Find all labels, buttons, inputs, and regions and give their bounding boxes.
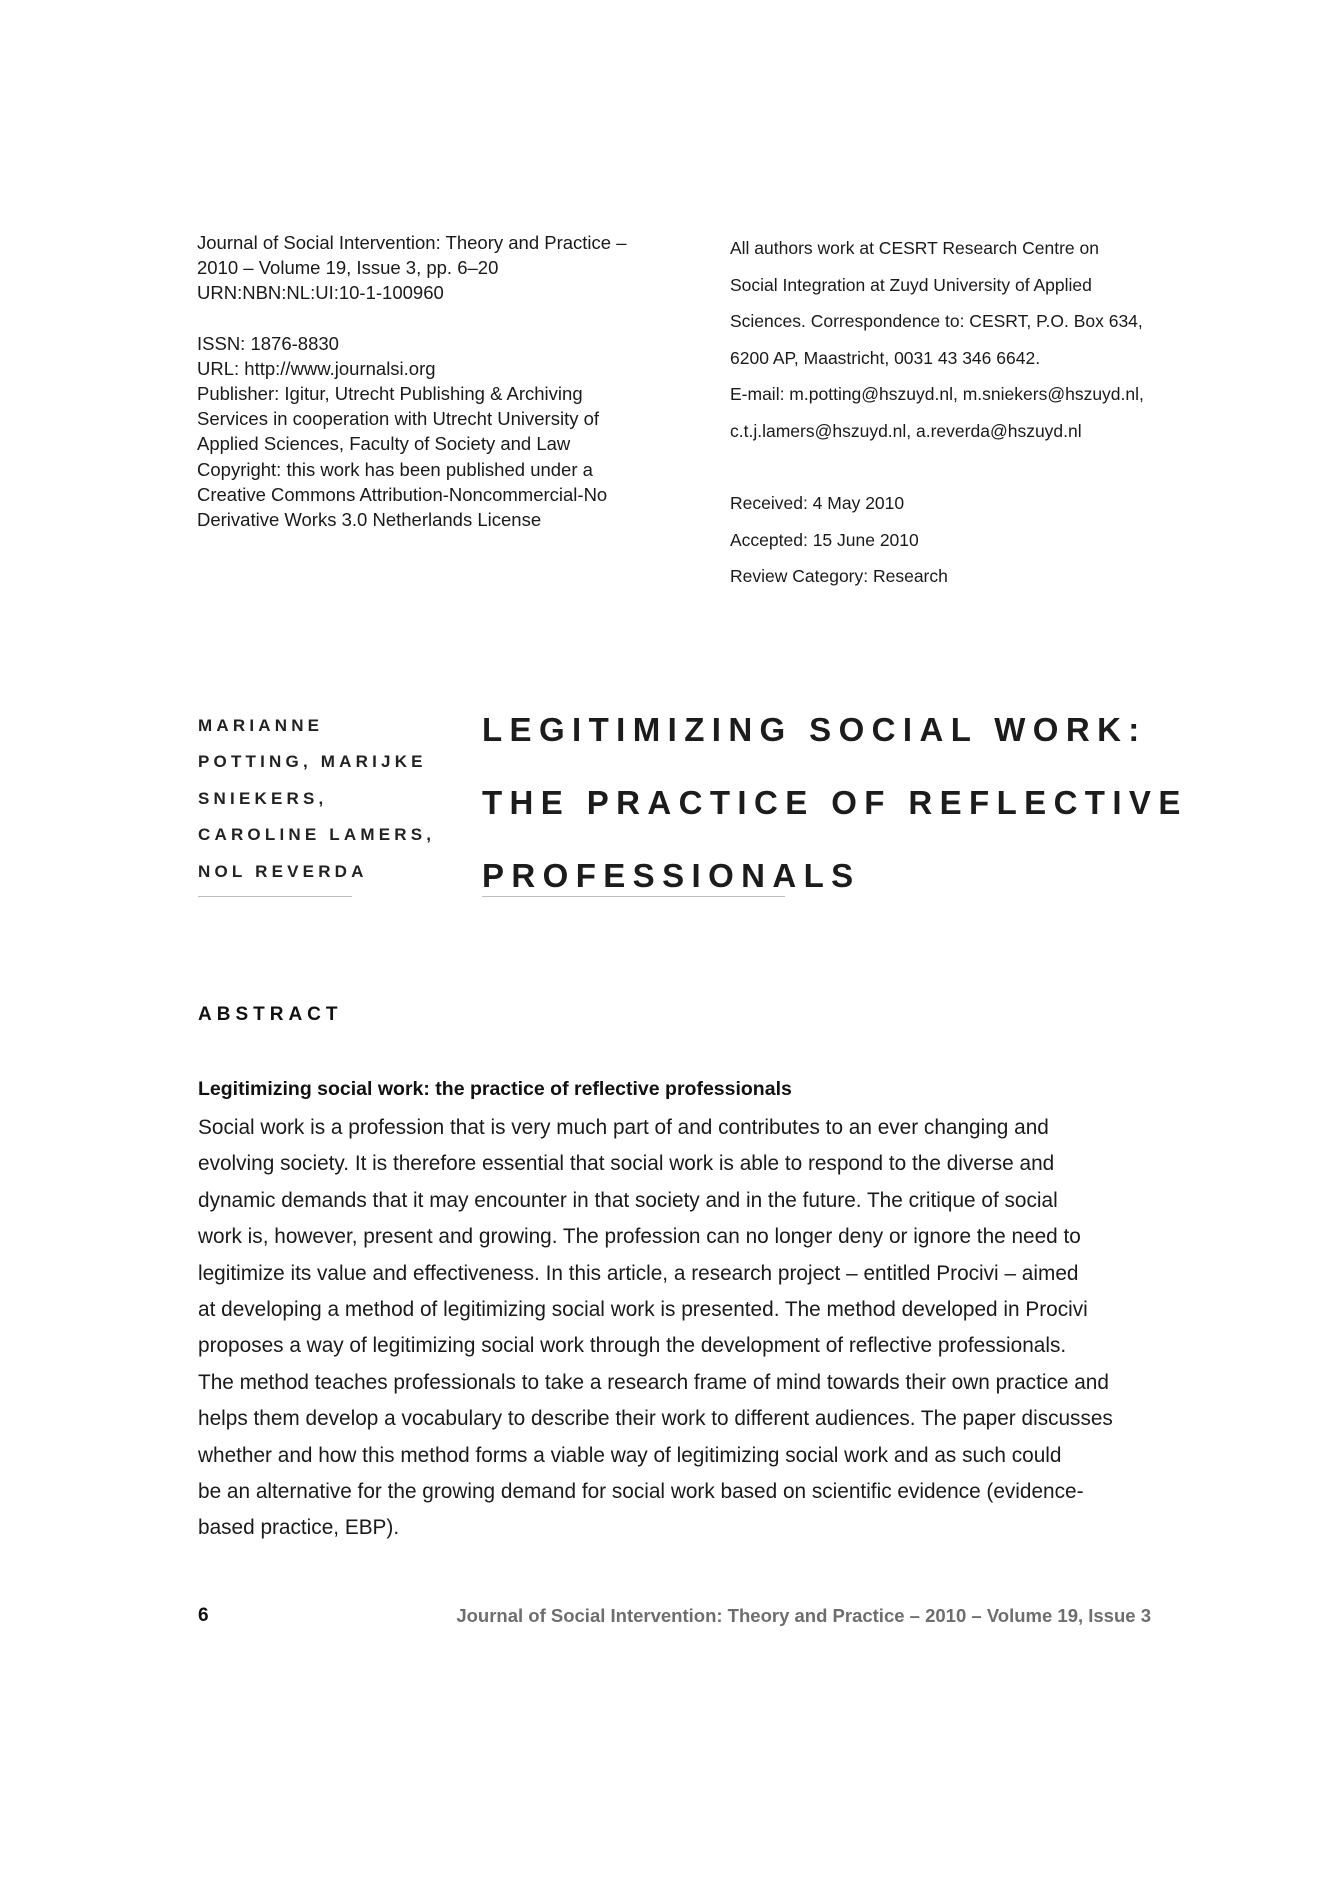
article-title [482,693,1188,912]
abstract-line: proposes a way of legitimizing social work through the development of reflective professionals. [198,1334,1067,1358]
abstract-line: helps them develop a vocabulary to describe their work to different audiences. The paper discusses [198,1407,1113,1431]
copyright-line: Creative Commons Attribution-Noncommercial-No [197,483,608,505]
page-number: 6 [198,1605,209,1626]
copyright-line: Derivative Works 3.0 Netherlands License [197,509,542,531]
abstract-line: based practice, EBP). [198,1516,400,1540]
journal-citation-line-1: Journal of Social Intervention: Theory and Practice – [197,232,627,253]
abstract-line: The method teaches professionals to take a research frame of mind towards their own practice and [198,1370,1109,1394]
title-divider [482,896,785,897]
review-category: Review Category: Research [730,566,948,586]
author-list [198,708,438,890]
affiliation-line: Social Integration at Zuyd University of Applied [730,274,1092,295]
abstract-line: at developing a method of legitimizing social work is presented. The method developed in Procivi [198,1298,1088,1322]
copyright-line: Copyright: this work has been published under a [197,458,593,480]
author-line: MARIANNE [198,716,324,735]
affiliation-line: 6200 AP, Maastricht, 0031 43 346 6642. [730,347,1041,368]
abstract-heading: ABSTRACT [198,1004,343,1025]
title-line: THE PRACTICE OF REFLECTIVE [482,784,1188,821]
abstract-line: whether and how this method forms a viable way of legitimizing social work and as such could [198,1443,1062,1467]
affiliation-line: Sciences. Correspondence to: CESRT, P.O. Box 634, [730,311,1143,331]
abstract-body [198,1110,1158,1547]
email-line[interactable]: E-mail: m.potting@hszuyd.nl, m.sniekers@hszuyd.nl, [730,384,1144,404]
urn: URN:NBN:NL:UI:10-1-100960 [197,282,444,304]
abstract-line: Social work is a profession that is very much part of and contributes to an ever changing and [198,1116,1049,1139]
abstract-subtitle: Legitimizing social work: the practice of reflective professionals [198,1078,792,1100]
title-line: PROFESSIONALS [482,857,861,894]
author-line: SNIEKERS, [198,788,328,808]
author-line: CAROLINE LAMERS, [198,825,436,845]
abstract-line: be an alternative for the growing demand for social work based on scientific evidence (evidence- [198,1480,1084,1504]
author-affiliation [730,230,1180,595]
abstract-line: legitimize its value and effectiveness. In this article, a research project – entitled Procivi – aimed [198,1261,1079,1285]
issn: ISSN: 1876-8830 [197,332,339,354]
journal-citation-line-2: 2010 – Volume 19, Issue 3, pp. 6–20 [197,257,499,279]
abstract-line: work is, however, present and growing. The profession can no longer deny or ignore the need to [198,1225,1081,1249]
running-footer: Journal of Social Intervention: Theory and Practice – 2010 – Volume 19, Issue 3 [456,1605,1151,1626]
title-line: LEGITIMIZING SOCIAL WORK: [482,711,1147,748]
author-line: NOL REVERDA [198,861,368,881]
affiliation-line: All authors work at CESRT Research Centre on [730,238,1099,258]
journal-url[interactable]: URL: http://www.journalsi.org [197,357,436,379]
publisher-line: Applied Sciences, Faculty of Society and Law [197,433,571,455]
abstract-line: evolving society. It is therefore essential that social work is able to respond to the diverse and [198,1152,1055,1176]
email-line[interactable]: c.t.j.lamers@hszuyd.nl, a.reverda@hszuyd.nl [730,420,1082,441]
accepted-date: Accepted: 15 June 2010 [730,529,919,550]
author-line: POTTING, MARIJKE [198,752,427,772]
authors-divider [198,896,352,897]
abstract-line: dynamic demands that it may encounter in that society and in the future. The critique of social [198,1188,1058,1212]
publisher-line: Services in cooperation with Utrecht University of [197,408,600,430]
received-date: Received: 4 May 2010 [730,493,905,513]
journal-metadata [197,230,667,532]
publisher-line: Publisher: Igitur, Utrecht Publishing & Archiving [197,383,583,405]
